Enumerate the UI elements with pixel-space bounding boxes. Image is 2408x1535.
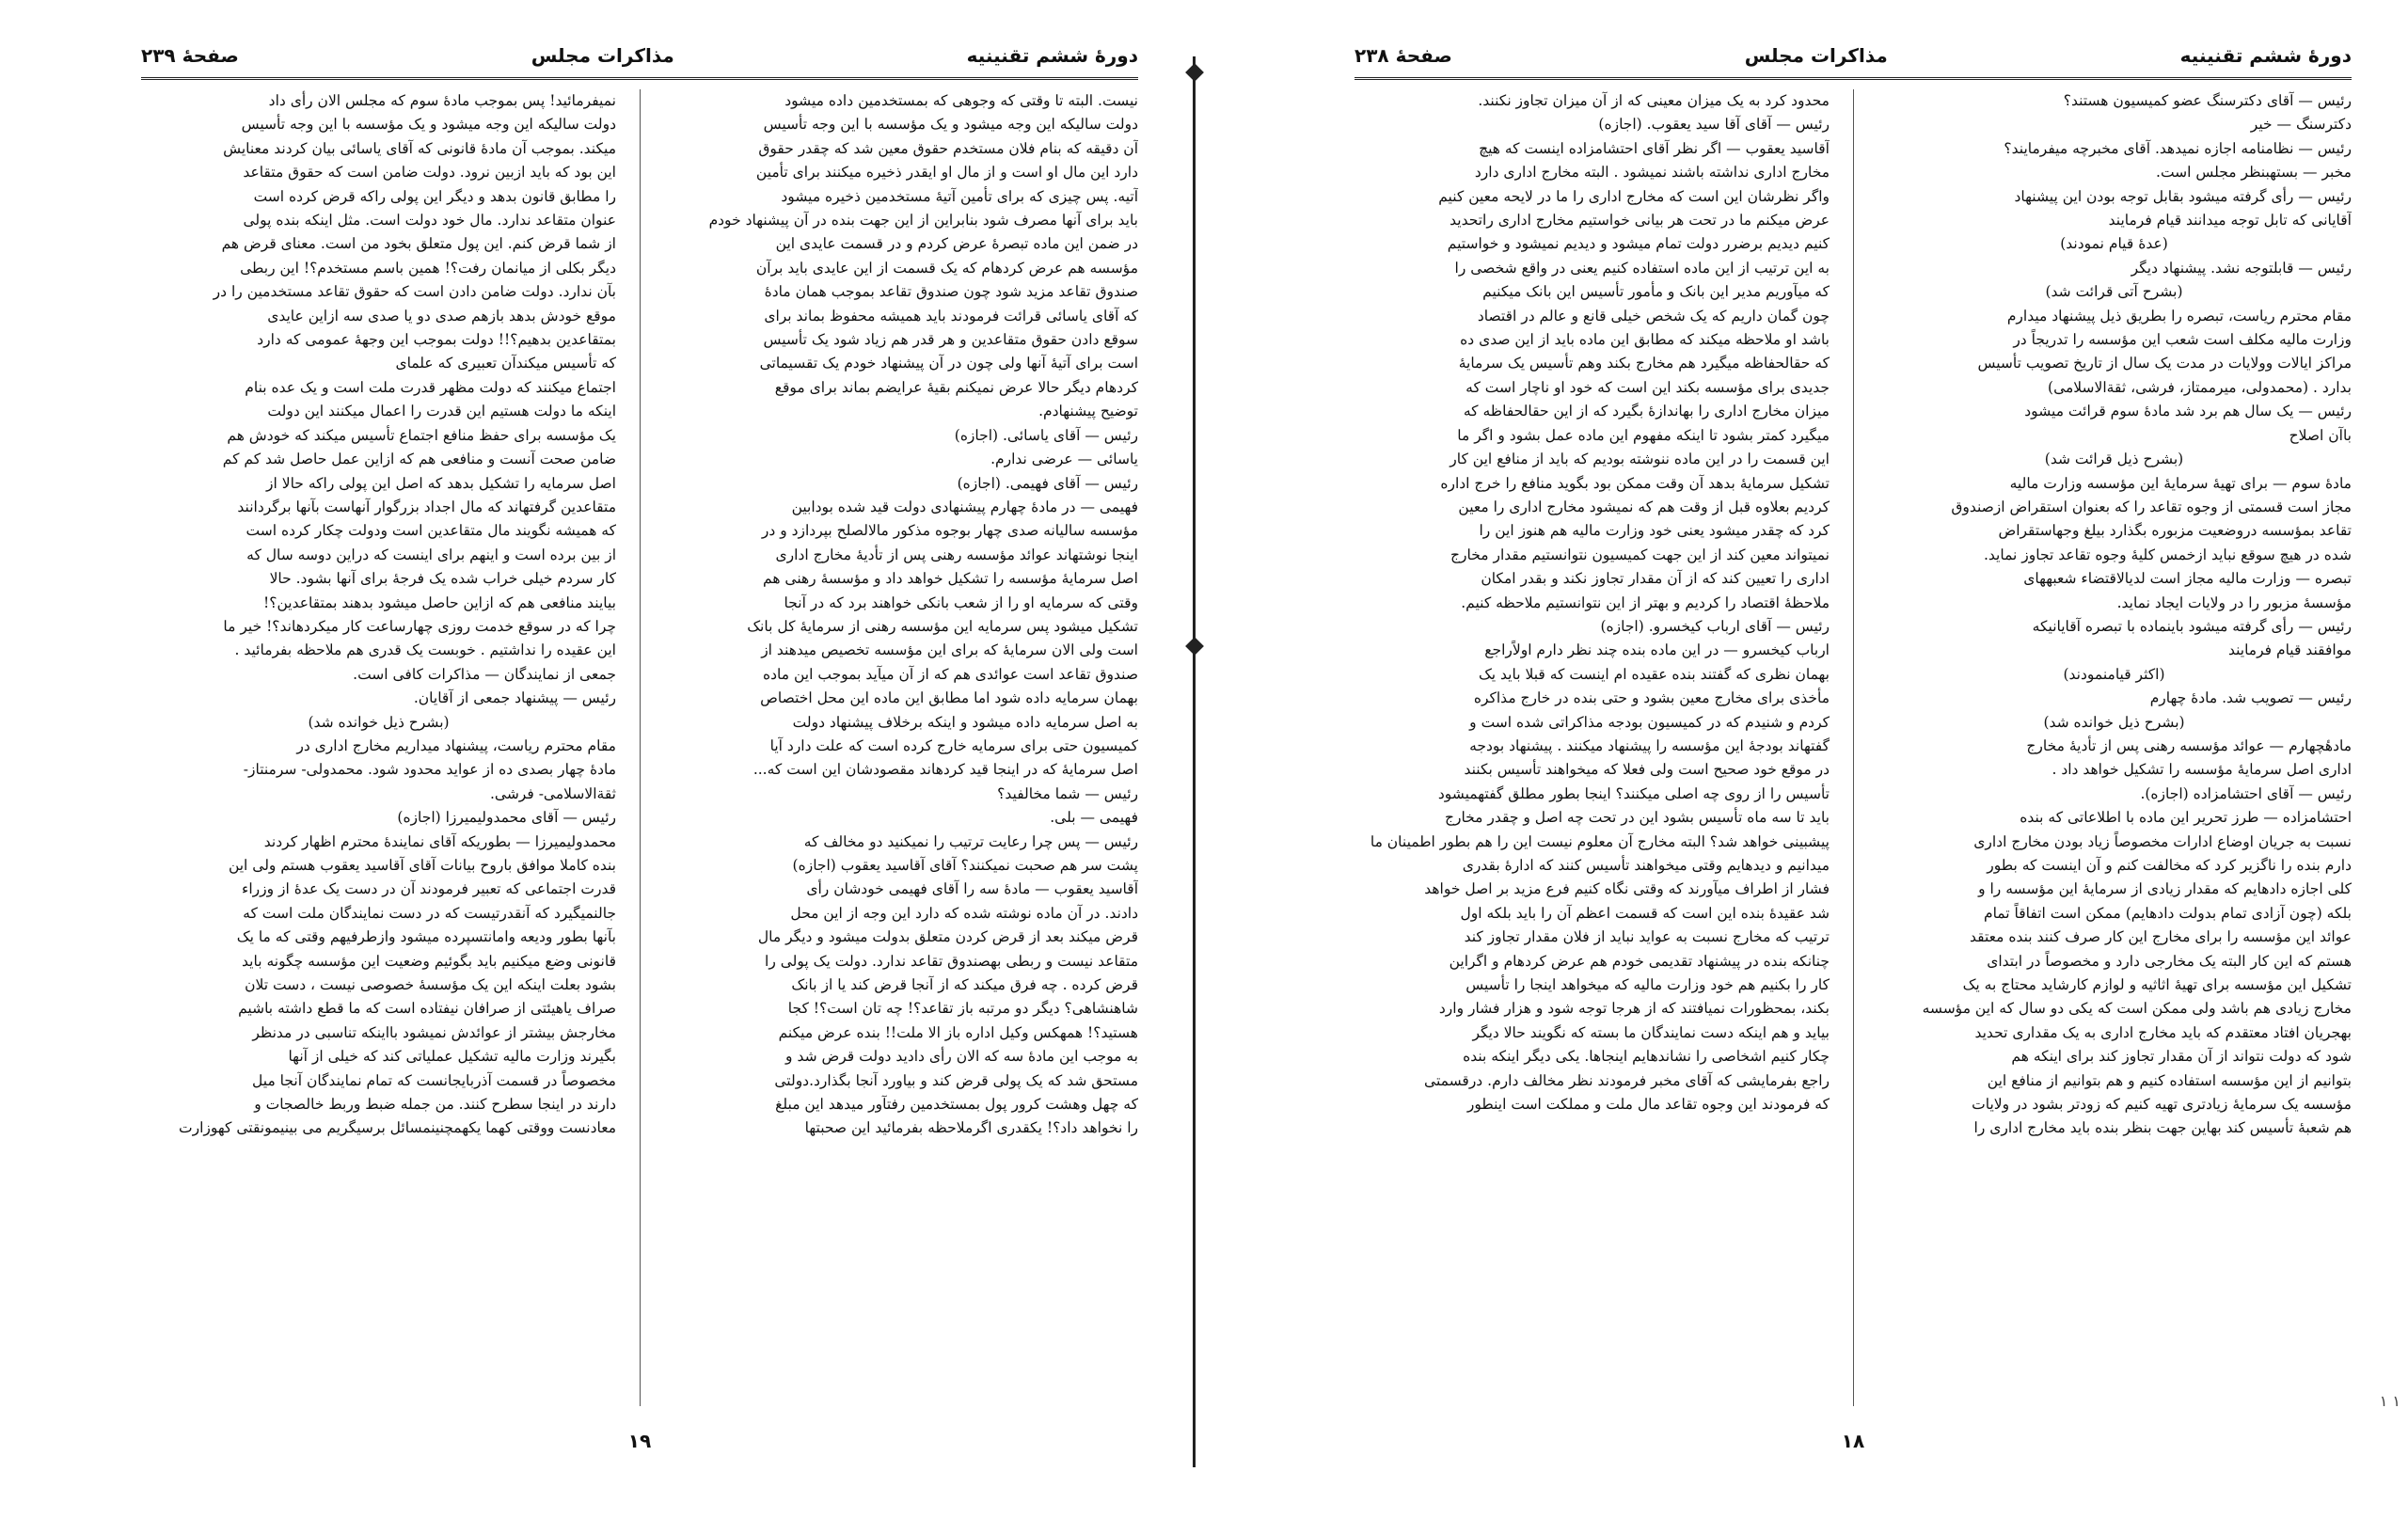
text-column xyxy=(1877,89,2352,1416)
text-line: رئیس — رأی گرفته میشود باینماده با تبصره آقایانیکه xyxy=(2032,617,2352,635)
text-line: فهیمی — در مادهٔ چهارم پیشنهادی دولت قید شده بودابین xyxy=(791,498,1138,515)
text-column xyxy=(141,89,616,1416)
text-line: اصل سرمایه را تشکیل بدهد که اصل این پولی راکه حالا از xyxy=(266,474,616,492)
column-divider xyxy=(1853,89,1854,1406)
text-line: مقام محترم ریاست، تبصره را بطریق ذیل پیشنهاد میدارم xyxy=(2006,307,2352,324)
text-line: کردم و شنیدم که در کمیسیون بودجه مذاکراتی شده است و xyxy=(1469,713,1830,731)
text-line: راجع بفرمایشی که آقای مخبر فرمودند نظر مخالف دارم. درقسمتی xyxy=(1424,1071,1830,1089)
text-line: را نخواهد داد؟! یکقدری اگرملاحظه بفرمائید این صحبتها xyxy=(804,1119,1138,1137)
text-line: کار را بکنیم هم خود وزارت مالیه که میخواهد اینجا را تأسیس xyxy=(1465,976,1830,994)
text-line: دکترسنگ — خیر xyxy=(2250,116,2352,134)
text-line: گفتهاند بودجهٔ این مؤسسه را پیشنهاد میکنند . پیشنهاد بودجه xyxy=(1469,736,1830,754)
text-line: که همیشه نگویند مال متقاعدین است ودولت چکار کرده است xyxy=(246,522,616,540)
text-line: تشکیل میشود پس سرمایه این مؤسسه رهنی از سرمایهٔ کل بانک xyxy=(747,617,1138,635)
text-line: صندوق تقاعد مزید شود چون صندوق تقاعد بموجب همان مادهٔ xyxy=(764,283,1138,301)
text-line: رئیس — پیشنهاد جمعی از آقایان. xyxy=(413,689,616,707)
text-line: باآن اصلاح xyxy=(2289,426,2352,444)
text-line: بدارد . (محمدولی، میرممتاز، فرشی، ثقةالاسلامی) xyxy=(2048,378,2352,396)
text-line: بیایند منافعی هم که ازاین حاصل میشود بدهند بمتقاعدین؟! xyxy=(263,593,616,611)
text-line: بنده کاملا موافق باروح بیانات آقای آقاسید یعقوب هستم ولی این xyxy=(228,857,616,874)
text-line: مخارجش بیشتر از عوائدش نمیشود بااینکه تناسبی در مدنظر xyxy=(252,1023,616,1041)
text-line: که فرمودند این وجوه تقاعد مال ملت و مملکت است اینطور xyxy=(1466,1096,1830,1114)
text-line: از شما قرض کنم. این پول متعلق بخود من است. معنای قرض هم xyxy=(221,235,616,253)
header-rule xyxy=(1354,77,2352,80)
text-line: دیگر بکلی از میانمان رفت؟! همین باسم مستخدم؟! این ربطی xyxy=(240,259,616,277)
text-line: بیاید و هم اینکه دست نمایندگان ما بسته که نگویند حالا دیگر xyxy=(1472,1023,1830,1041)
text-line: شود که دولت نتواند از آن مقدار تجاوز کند برای اینکه هم xyxy=(2011,1048,2352,1066)
text-line: ضامن صحت آنست و منافعی هم که ازاین عمل حاصل شد کم کم xyxy=(222,451,616,468)
text-line: مأخذی برای مخارج معین بشود و حتی بنده در خارج مذاکره xyxy=(1473,689,1830,707)
text-line: بهمان نظری که گفتند بنده عقیده ام اینست که قبلا باید یک xyxy=(1478,665,1830,683)
text-line: است ولی الان سرمایهٔ که برای این مؤسسه تخصیص میدهند از xyxy=(761,641,1138,659)
text-line: یاسائی — عرضی ندارم. xyxy=(990,451,1138,468)
text-line: رئیس — آقای احتشامزاده (اجازه). xyxy=(2140,784,2352,802)
text-columns xyxy=(1354,89,2352,1416)
text-line: تشکیل سرمایهٔ بدهد آن وقت ممکن بود بگوید منافع را خرج اداره xyxy=(1440,474,1830,492)
text-line: بگیرند وزارت مالیه تشکیل عملیاتی کند که خیلی از آنها xyxy=(288,1048,616,1066)
text-line: رئیس — آقای آقا سید یعقوب. (اجازه) xyxy=(1598,116,1830,134)
text-line: ثقةالاسلامی- فرشی. xyxy=(489,784,616,802)
text-line: رئیس — آقای محمدولیمیرزا (اجازه) xyxy=(397,809,616,827)
text-line: عرض میکنم ما در تحت هر بیانی خواستیم مخارج اداری راتحدید xyxy=(1450,212,1830,229)
text-line: رئیس — رأی گرفته میشود بقابل توجه بودن این پیشنهاد xyxy=(2014,187,2352,205)
text-line: موقع خودش بدهد بازهم صدی دو یا صدی سه ازاین عایدی xyxy=(267,307,616,324)
text-line: اداری را تعیین کند که از آن مقدار تجاوز نکند و بقدر امکان xyxy=(1481,570,1830,588)
text-line: (عدهٔ قیام نمودند) xyxy=(2060,235,2168,253)
text-line: شده در هیچ سوقع نباید ازخمس کلیهٔ وجوه تقاعد تجاوز نماید. xyxy=(1983,546,2352,563)
page-label: صفحهٔ ۲۳۸ xyxy=(1354,44,1452,67)
text-line: از بین برده است و اینهم برای اینست که دراین دوسه سال که xyxy=(246,546,616,563)
text-line: میدانیم و دیدهایم وقتی میخواهند تأسیس کنند که ادارهٔ بقدری xyxy=(1462,857,1830,874)
text-line: که حقالحفاظه میگیرد هم مخارج بکند وهم تأسیس یک سرمایهٔ xyxy=(1458,355,1830,372)
text-line: مؤسسه سالیانه صدی چهار بوجوه مذکور مالالصلح بپردازد و در xyxy=(761,522,1138,540)
text-line: جالنمیگیرد که آنقدرتیست که در دست نمایندگان ملت است که xyxy=(243,904,616,922)
session-label: دورهٔ ششم تقنینیه xyxy=(2179,44,2352,67)
text-line: چون گمان داریم که یک شخص خیلی قانع و عالم در اقتصاد xyxy=(1477,307,1830,324)
text-line: بتوانیم از این مؤسسه استفاده کنیم و هم بتوانیم از منافع این xyxy=(1987,1071,2352,1089)
right-page xyxy=(1213,0,2408,1535)
text-line: عوائد این مؤسسه را برای مخارج این کار صرف کنند بنده معتقد xyxy=(1969,928,2352,946)
page-number: ۱۸ xyxy=(1841,1430,1865,1452)
text-line: بکند، بمحظورات نمیافتند که از هرجا توجه شود و هزار فشار وارد xyxy=(1438,1000,1830,1018)
text-line: دادند. در آن ماده نوشته شده که دارد این وجه از این محل xyxy=(790,904,1138,922)
text-line: کنیم دیدیم برضرر دولت تمام میشود و دیدیم نمیشود و خواستیم xyxy=(1447,235,1830,253)
text-line: محمدولیمیرزا — بطوریکه آقای نمایندهٔ محترم اظهار کردند xyxy=(263,832,616,850)
text-line: موافقند قیام فرمایند xyxy=(2227,641,2352,659)
text-line: رئیس — شما مخالفید؟ xyxy=(997,784,1138,802)
text-line: تقاعد بمؤسسه دروضعیت مزبوره بگذارد بیلغ وجهاستقراض xyxy=(1998,522,2352,540)
text-columns xyxy=(141,89,1138,1416)
page-label: صفحهٔ ۲۳۹ xyxy=(141,44,239,67)
text-line: توضیح پیشنهادم. xyxy=(1038,403,1138,420)
text-line: وزارت مالیه مکلف است شعب این مؤسسه را تدریجاً در xyxy=(2013,331,2352,349)
text-line: ملاحظهٔ اقتصاد را کردیم و بهتر از این نتوانستیم ملاحظه کنیم. xyxy=(1461,593,1830,611)
column-divider xyxy=(640,89,641,1406)
text-line: هستم که این کار البته یک مخارجی دارد و مخصوصاً در ابتدای xyxy=(1987,952,2352,970)
text-line: فهیمی — بلی. xyxy=(1050,809,1138,827)
text-line: (بشرح آتی قرائت شد) xyxy=(2045,283,2183,301)
text-line: تشکیل این مؤسسه برای تهیهٔ اثاثیه و لوازم کارشاید محتاج به یک xyxy=(1962,976,2352,994)
text-line: قرض میکند بعد از قرض کردن متعلق بدولت میشود و دیگر مال xyxy=(757,928,1138,946)
text-line: رئیس — آقای ارباب کیخسرو. (اجازه) xyxy=(1600,617,1830,635)
text-line: اینکه ما دولت هستیم این قدرت را اعمال میکنند این دولت xyxy=(267,403,616,420)
text-line: چرا که در سوقع خدمت روزی چهارساعت کار میکردهاند؟! خیر ما xyxy=(223,617,616,635)
text-line: اصل سرمایهٔ مؤسسه را تشکیل خواهد داد و مؤسسهٔ رهنی هم xyxy=(763,570,1138,588)
text-line: بآنها بطور ودیعه وامانتسپرده میشود وازطرفیهم وقتی که ما یک xyxy=(236,928,616,946)
text-line: جمعی از نمایندگان — مذاکرات کافی است. xyxy=(353,665,616,683)
text-line: مؤسسه یک سرمایهٔ زیادتری تهیه کنیم که زودتر بشود در ولایات xyxy=(1972,1096,2352,1114)
text-line: این قسمت را در این ماده ننوشته بودیم که باید از منافع این کار xyxy=(1450,451,1830,468)
text-line: (بشرح ذیل خوانده شد) xyxy=(2043,713,2185,731)
text-line: اینجا نوشتهاند عوائد مؤسسه رهنی پس از تأدیهٔ مخارج اداری xyxy=(775,546,1138,563)
text-line: یک مؤسسه برای حفظ منافع اجتماع تأسیس میکند که خودش هم xyxy=(227,426,616,444)
session-label: دورهٔ ششم تقنینیه xyxy=(966,44,1138,67)
header-title: مذاکرات مجلس xyxy=(1744,44,1888,67)
text-line: به موجب این مادهٔ سه که الان رأی دادید دولت قرض شد و xyxy=(785,1048,1138,1066)
text-line: میکند. بموجب آن مادهٔ قانونی که آقای یاسائی بیان کردند معنایش xyxy=(223,139,616,157)
text-line: رئیس — یک سال هم برد شد مادهٔ سوم قرائت میشود xyxy=(2024,403,2352,420)
text-line: قانونی وضع میکنیم باید بگوئیم وضعیت این مؤسسه چگونه باید xyxy=(242,952,616,970)
page-header xyxy=(141,40,1138,71)
text-line: رئیس — پس چرا رعایت ترتیب را نمیکنید دو مخالف که xyxy=(803,832,1138,850)
text-line: متقاعدین گرفتهاند که مال اجداد بزرگوار آنهاست بآنها برگردانند xyxy=(237,498,616,515)
text-line: عنوان متقاعد ندارد. مال خود دولت است. مثل اینکه بنده پولی xyxy=(243,212,616,229)
text-line: کار سردم خیلی خراب شده یک فرجهٔ برای آنها بشود. حالا xyxy=(269,570,616,588)
text-line: بآن ندارد. دولت ضامن دادن است که حقوق تقاعد مستخدمین را در xyxy=(213,283,616,301)
text-line: (بشرح ذیل خوانده شد) xyxy=(308,713,450,731)
text-line: صراف یاهیئتی از صرافان نیفتاده است که ما قطع داشته باشیم xyxy=(238,1000,616,1018)
text-line: دولت سالیکه این وجه میشود و یک مؤسسه با این وجه تأسیس xyxy=(763,116,1138,134)
text-line: اجتماع میکنند که دولت مظهر قدرت ملت است و یک عده بنام xyxy=(245,378,616,396)
text-line: چکار کنیم اشخاصی را نشاندهایم اینجاها. یکی دیگر اینکه بنده xyxy=(1463,1048,1830,1066)
text-line: کردهام دیگر حالا عرض نمیکنم بقیهٔ عرایضم بماند برای موقع xyxy=(774,378,1138,396)
text-line: به اصل سرمایه داده میشود و اینکه برخلاف پیشنهاد دولت xyxy=(792,713,1138,731)
text-line: سوقع دادن حقوق متقاعدین و هر قدر هم زیاد شود یک تأسیس xyxy=(763,331,1138,349)
text-line: این بود که باید ازبین نرود. دولت ضامن است که حقوق متقاعد xyxy=(243,164,616,182)
text-line: صندوق تقاعد است عوائدی هم که از آن میآید بموجب این ماده xyxy=(763,665,1138,683)
text-line: متقاعد نیست و ربطی بهصندوق تقاعد ندارد. دولت یک پولی را xyxy=(765,952,1138,970)
text-line: در ضمن این ماده تبصرهٔ عرض کردم و در قسمت عایدی این xyxy=(775,235,1138,253)
text-line: مادهٔ چهار بصدی ده از عواید محدود شود. محمدولی- سرمنتاز- xyxy=(243,761,616,779)
text-column xyxy=(663,89,1138,1416)
text-line: بمتقاعدین بدهیم؟!! دولت بموجب این وجههٔ عمومی که دارد xyxy=(257,331,616,349)
page-number: ۱۹ xyxy=(627,1430,652,1452)
text-line: رئیس — آقای دکترسنگ عضو کمیسیون هستند؟ xyxy=(2063,92,2352,109)
text-line: کرد که چقدر میشود یعنی خود وزارت مالیه هم هنوز این را xyxy=(1479,522,1830,540)
text-line: نمیتواند معین کند از این جهت کمیسیون نتوانستیم مقدار مخارج xyxy=(1450,546,1830,563)
text-line: دارند در اینجا سطرح کنند. من جمله ضبط وربط خالصجات و xyxy=(254,1096,616,1114)
text-line: مستحق شد که یک پولی قرض کند و بیاورد آنجا بگذارد.دولتی xyxy=(774,1071,1138,1089)
text-line: رئیس — آقای فهیمی. (اجازه) xyxy=(957,474,1138,492)
text-line: اصل سرمایهٔ که در اینجا قید کردهاند مقصودشان این است که... xyxy=(752,761,1138,779)
text-line: وقتی که سرمایه او را از شعب بانکی خواهند برد که در آنجا xyxy=(784,593,1138,611)
text-line: آقاسید یعقوب — مادهٔ سه را آقای فهیمی خودشان رأی xyxy=(806,880,1138,898)
text-line: مراکز ایالات وولایات در مدت یک سال از تاریخ تصویب تأسیس xyxy=(1977,355,2352,372)
text-line: رئیس — آقای یاسائی. (اجازه) xyxy=(954,426,1138,444)
text-line: میزان مخارج اداری را بهاندازهٔ بگیرد که از این حقالحفاظه که xyxy=(1463,403,1830,420)
text-line: دولت سالیکه این وجه میشود و یک مؤسسه با این وجه تأسیس xyxy=(241,116,616,134)
text-line: مادهٔ سوم — برای تهیهٔ سرمایهٔ این مؤسسه وزارت مالیه xyxy=(2009,474,2352,492)
text-line: در موقع خود صحیح است ولی فعلا که میخواهند تأسیس بکنند xyxy=(1464,761,1830,779)
text-line: (بشرح ذیل قرائت شد) xyxy=(2044,451,2184,468)
text-line: نمیفرمائید! پس بموجب مادهٔ سوم که مجلس الان رأی داد xyxy=(268,92,616,109)
text-line: مادهٔچهارم — عوائد مؤسسه رهنی پس از تأدیهٔ مخارج xyxy=(2026,736,2352,754)
text-line: را مطابق قانون بدهد و دیگر این پولی راکه قرض کرده است xyxy=(253,187,616,205)
text-line: شاهنشاهی؟ دیگر دو مرتبه باز تقاعد؟! چه تان است؟! کجا xyxy=(787,1000,1138,1018)
page-header xyxy=(1354,40,2352,71)
text-line: است برای آتیهٔ آنها ولی چون در آن پیشنهاد خودم یک تقسیماتی xyxy=(759,355,1138,372)
text-line: قدرت اجتماعی که تعبیر فرمودند آن در دست یک عدهٔ از وزراء xyxy=(242,880,616,898)
text-line: شد عقیدهٔ بنده این است که قسمت اعظم آن را باید بلکه اول xyxy=(1460,904,1830,922)
text-line: محدود کرد به یک میزان معینی که از آن میزان تجاوز نکنند. xyxy=(1478,92,1830,109)
text-line: بهمان سرمایه داده شود اما مطابق این ماده این محل اختصاص xyxy=(760,689,1138,707)
text-line: دارم بنده را ناگزیر کرد که مخالفت کنم و آن اینست که بطور xyxy=(1987,857,2352,874)
text-line: مؤسسه هم عرض کردهام که یک قسمت از این عایدی باید برآن xyxy=(755,259,1138,277)
text-line: که آقای یاسائی قرائت فرمودند باید همیشه محفوظ بماند برای xyxy=(764,307,1138,324)
text-line: پیشبینی خواهد شد؟ البته مخارج آن معلوم نیست این را هم بطور اطمینان ما xyxy=(1370,832,1830,850)
text-line: کمیسیون حتی برای سرمایه خارج کرده است که علت دارد آیا xyxy=(769,736,1138,754)
text-line: معادنست ووقتی کهما یکهمچنینمسائل برسیگریم می بینیمونقتی کهوزارت xyxy=(179,1119,616,1137)
text-line: قرض کرده . چه فرق میکند که از آنجا قرض کند یا از بانک xyxy=(791,976,1138,994)
text-line: به این ترتیب از این ماده استفاده کنیم یعنی در واقع شخصی را xyxy=(1454,259,1830,277)
text-line: مؤسسهٔ مزبور را در ولایات ایجاد نماید. xyxy=(2116,593,2352,611)
text-line: بهجریان افتاد معتقدم که باید مخارج اداری به یک مقداری تحدید xyxy=(1974,1023,2352,1041)
text-line: باید برای آنها مصرف شود بنابراین از این جهت بنده در آن پیشنهاد خودم xyxy=(708,212,1138,229)
left-page xyxy=(0,0,1195,1535)
text-line: آتیه. پس چیزی که برای تأمین آتیهٔ مستخدمین ذخیره میشود xyxy=(781,187,1138,205)
text-line: احتشامزاده — طرز تحریر این ماده با اطلاعاتی که بنده xyxy=(2020,809,2352,827)
header-rule xyxy=(141,77,1138,80)
text-line: رئیس — نظامنامه اجازه نمیدهد. آقای مخبرچه میفرمایند؟ xyxy=(2004,139,2352,157)
edge-mark: ۱ ۱ xyxy=(2379,1392,2400,1410)
text-line: فشار از اطراف میآورند که وقتی نگاه کنیم فرع مزید بر اصل خواهد xyxy=(1424,880,1830,898)
text-line: کلی اجازه دادهایم که مقدار زیادی از سرمایهٔ این مؤسسه را و xyxy=(1978,880,2352,898)
text-line: کردیم بعلاوه قبل از وقت هم که نمیشود مخارج اداری را معین xyxy=(1458,498,1830,515)
text-line: پشت سر هم صحبت نمیکنند؟ آقای آقاسید یعقوب (اجازه) xyxy=(792,857,1138,874)
text-line: چنانکه بنده در پیشنهاد تقدیمی خودم هم عرض کردهام و اگراین xyxy=(1449,952,1830,970)
text-line: مخارج زیادی هم باشد ولی ممکن است که یکی دو سال که این مؤسسه xyxy=(1922,1000,2352,1018)
text-line: مخارج اداری نداشته باشند نمیشود . البته مخارج اداری دارد xyxy=(1474,164,1830,182)
text-line: رئیس — تصویب شد. مادهٔ چهارم xyxy=(2149,689,2352,707)
text-line: آن دقیقه که بنام فلان مستخدم حقوق معین شد که چقدر حقوق xyxy=(758,139,1138,157)
text-line: مخصوصاً در قسمت آذربایجانست که تمام نمایندگان آنجا میل xyxy=(252,1071,616,1089)
text-line: نسبت به جریان اوضاع ادارات مخصوصاً زیاد بودن مخارج اداری xyxy=(1973,832,2352,850)
text-line: ترتیب که مخارج نسبت به عواید نباید از فلان مقدار تجاوز کند xyxy=(1464,928,1830,946)
text-line: بشود بعلت اینکه این یک مؤسسهٔ خصوصی نیست ، دست تلان xyxy=(245,976,616,994)
text-line: واگر نظرشان این است که مخارج اداری را ما در لایحه معین کنیم xyxy=(1438,187,1830,205)
text-line: رئیس — قابلتوجه نشد. پیشنهاد دیگر xyxy=(2131,259,2352,277)
text-line: مقام محترم ریاست، پیشنهاد میداریم مخارج اداری در xyxy=(296,736,616,754)
text-line: نیست. البته تا وقتی که وجوهی که بمستخدمین داده میشود xyxy=(784,92,1138,109)
text-line: هم شعبهٔ تأسیس کند بهاین جهت بنظر بنده باید مخارج اداری را xyxy=(1973,1119,2352,1137)
text-line: اداری اصل سرمایهٔ مؤسسه را تشکیل خواهد داد . xyxy=(2052,761,2352,779)
text-line: ارباب کیخسرو — در این ماده بنده چند نظر دارم اولاًراجع xyxy=(1484,641,1830,659)
text-line: (اکثر قیامنمودند) xyxy=(2063,665,2165,683)
text-line: باشد او ملاحظه میکند که مطابق این ماده باید از این صدی ده xyxy=(1460,331,1830,349)
text-column xyxy=(1354,89,1830,1416)
text-line: جدیدی برای مؤسسه بکند این است که خود او ناچار است که xyxy=(1465,378,1830,396)
text-line: مجاز است قسمتی از وجوه تقاعد را که بعنوان استقراض ازصندوق xyxy=(1951,498,2352,515)
text-line: باید تا سه ماه تأسیس بشود این در تحت چه اصل و چقدر مخارج xyxy=(1444,809,1830,827)
text-line: تبصره — وزارت مالیه مجاز است لدیالاقتضاء شعبههای xyxy=(2023,570,2352,588)
text-line: تأسیس را از روی چه اصلی میکنند؟ اینجا بطور مطلق گفتهمیشود xyxy=(1437,784,1830,802)
text-line: که میآوریم مدیر این بانک و مأمور تأسیس این بانک میکنیم xyxy=(1482,283,1830,301)
text-line: آقایانی که تابل توجه میدانند قیام فرمایند xyxy=(2108,212,2352,229)
text-line: میگیرد کمتر بشود تا اینکه مفهوم این ماده عمل بشود و اگر ما xyxy=(1457,426,1830,444)
text-line: که چهل وهشت کرور پول بمستخدمین رفتآور میدهد این مبلغ xyxy=(775,1096,1138,1114)
text-line: دارد این مال او است و از مال او ایقدر ذخیره میکنند برای تأمین xyxy=(755,164,1138,182)
text-line: آقاسید یعقوب — اگر نظر آقای احتشامزاده اینست که هیچ xyxy=(1479,139,1830,157)
header-title: مذاکرات مجلس xyxy=(531,44,674,67)
text-line: هستید؟! همهکس وکیل اداره باز الا ملت!! بنده عرض میکنم xyxy=(778,1023,1138,1041)
text-line: بلکه (چون آزادی تمام بدولت دادهایم) ممکن است اتفاقاً تمام xyxy=(1983,904,2352,922)
text-line: که تأسیس میکندآن تعبیری که علمای xyxy=(395,355,616,372)
text-line: مخبر — بستهبنظر مجلس است. xyxy=(2156,164,2352,182)
text-line: این عقیده را نداشتیم . خوبست یک قدری هم ملاحظه بفرمائید . xyxy=(234,641,616,659)
